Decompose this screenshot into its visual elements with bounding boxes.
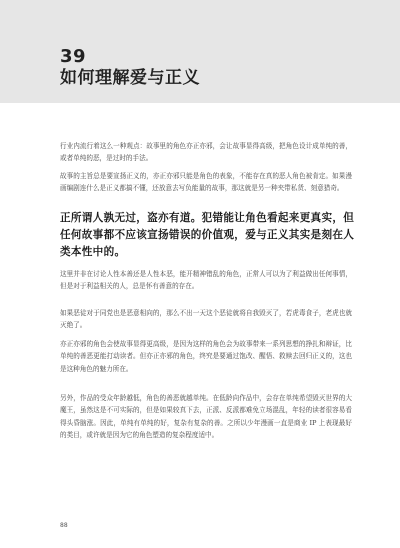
paragraph-6: 另外，作品的受众年龄越低，角色的善恶就越单纯。在低龄向作品中，会存在单纯希望毁灭世界的大魔王，虽然这是不可实际的，但是如果较真下去，正派、反派都难免立场混乱，年轻的读者很容易看得头昏脑涨。因此，单纯有单纯的好，复杂有复杂的善。之所以少年漫画一直是商业 IP 上表现最好的类目，或许就是因为它的角色塑造的复杂程度适中。: [60, 394, 352, 440]
paragraph-2: 故事的主旨总是要宣扬正义的，亦正亦邪只能是角色的表象，不能存在真的恶人角色被肯定。如果漫画编剧连什么是正义都搞不懂，还放意去写负能量的故事，那这就是另一种夹带私货、刻意猎奇。: [60, 172, 352, 193]
chapter-title: 如何理解爱与正义: [60, 68, 200, 88]
paragraph-4: 如果恶徒对于同党也是恶意相向的，那么不出一天这个恶徒就将自我毁灭了，若虎毒食子，老虎也就灭绝了。: [60, 309, 352, 330]
paragraph-5: 亦正亦邪的角色会使故事显得更高级，是因为这样的角色会为故事带来一系列思想的挣扎和辩证，比单纯的善恶更能打动读者。但亦正亦邪的角色，终究是要通过饱改、醒悟、救赎去回归正义的，这也是这种角色的魅力所在。: [60, 340, 352, 373]
paragraph-3: 这里并非在讨论人性本善还是人性本恶，能开精神错乱的角色，正常人可以为了利益做出任何事情，但是对于利益相关的人，总是怀有善意的存在。: [60, 270, 352, 291]
chapter-number: 39: [60, 46, 87, 67]
emphasis-quote: 正所谓人孰无过，盗亦有道。犯错能让角色看起来更真实，但任何故事都不应该宣扬错误的价值观，爱与正义其实是刻在人类本性中的。: [60, 212, 355, 258]
paragraph-1: 行业内流行着这么一种观点：故事里的角色亦正亦邪，会让故事显得高级，把角色设计成单纯的善，或者单纯的恶，是过时的手法。: [60, 142, 352, 163]
page-number: 88: [60, 522, 68, 529]
